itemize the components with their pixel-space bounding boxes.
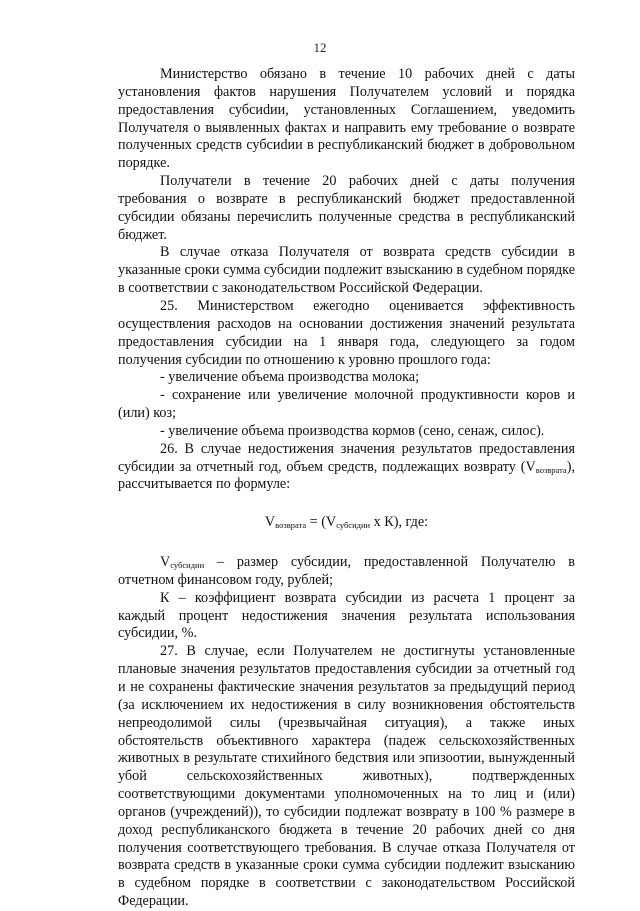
formula: $V_{возврата} = (V_{субсидии}$ x К), где: [264,514,429,531]
paragraph-27: 27. В случае, если Получателем не достигнуты установленные плановые значения результатов предоставления субсидии за отчетный год и не сохранены фактические значения результатов за предыдущий период (за исключением их недостижения в силу возникновения обстоятельств непреодолимой силы (чрезвычайная ситуация), а также иных обстоятельств объективного характера (падеж сельскохозяйственных животных в результате стихийного бедствия или эпизоотии, вынужденный убой сельскохозяйственных животных), подтвержденных соответствующими документами уполномоченных на то лиц и (или) органов (учреждений)), то субсидии подлежат возврату в 100 % размере в доход республиканского бюджета в течение 20 рабочих дней со дня получения соответствующего требования. В случае отказа Получателя от возврата средств в указанные сроки сумма субсидии подлежит взысканию в судебном порядке в соответствии с законодательством Российской Федерации. [118,643,575,910]
paragraph-refusal: В случае отказа Получателя от возврата средств субсидии в указанные сроки сумма субсидии подлежит взысканию в судебном порядке в соответствии с законодательством Российской Федерации. [118,244,575,297]
definition-k: К – коэффициент возврата субсидии из расчета 1 процент за каждый процент недостижения значения результата использования субсидии, %. [118,589,575,642]
paragraph-25: 25. Министерством ежегодно оценивается эффективность осуществления расходов на основании достижения значений результата предоставления субсидии на 1 января года, следующего за годом получения субсидии по отношению к уровню прошлого года: [118,297,575,368]
list-item-feed: - увеличение объема производства кормов (сено, сенаж, силос). [160,422,545,439]
paragraph-return-term: Получатели в течение 20 рабочих дней с даты получения требования о возврате в республиканский бюджет предоставленной субсидии обязаны перечислить полученные средства в республиканский бюджет. [118,173,575,243]
document-body [118,66,575,911]
list-item-productivity: - сохранение или увеличение молочной продуктивности коров и (или) коз; [118,387,575,422]
paragraph-26: 26. В случае недостижения значения результатов предоставления субсидии за отчетный год, объем средств, подлежащих возврату $(V_{возврата})$, рассчитывается по формуле: [118,440,575,493]
paragraph-notification: Министерство обязано в течение 10 рабочих дней с даты установления фактов нарушения Получателем условий и порядка предоставления субсиdии, установленных Соглашением, уведомить Получателя о выявленных фактах и направить ему требование о возврате полученных средств субсиdии в республиканский бюджет в добровольном порядке. [118,66,575,172]
page-number: 12 [313,40,327,55]
definition-v-subsidy: $V_{субсидии}$ – размер субсидии, предоставленной Получателю в отчетном финансовом году, рублей; [118,554,575,588]
list-item-milk: - увеличение объема производства молока; [160,369,420,386]
